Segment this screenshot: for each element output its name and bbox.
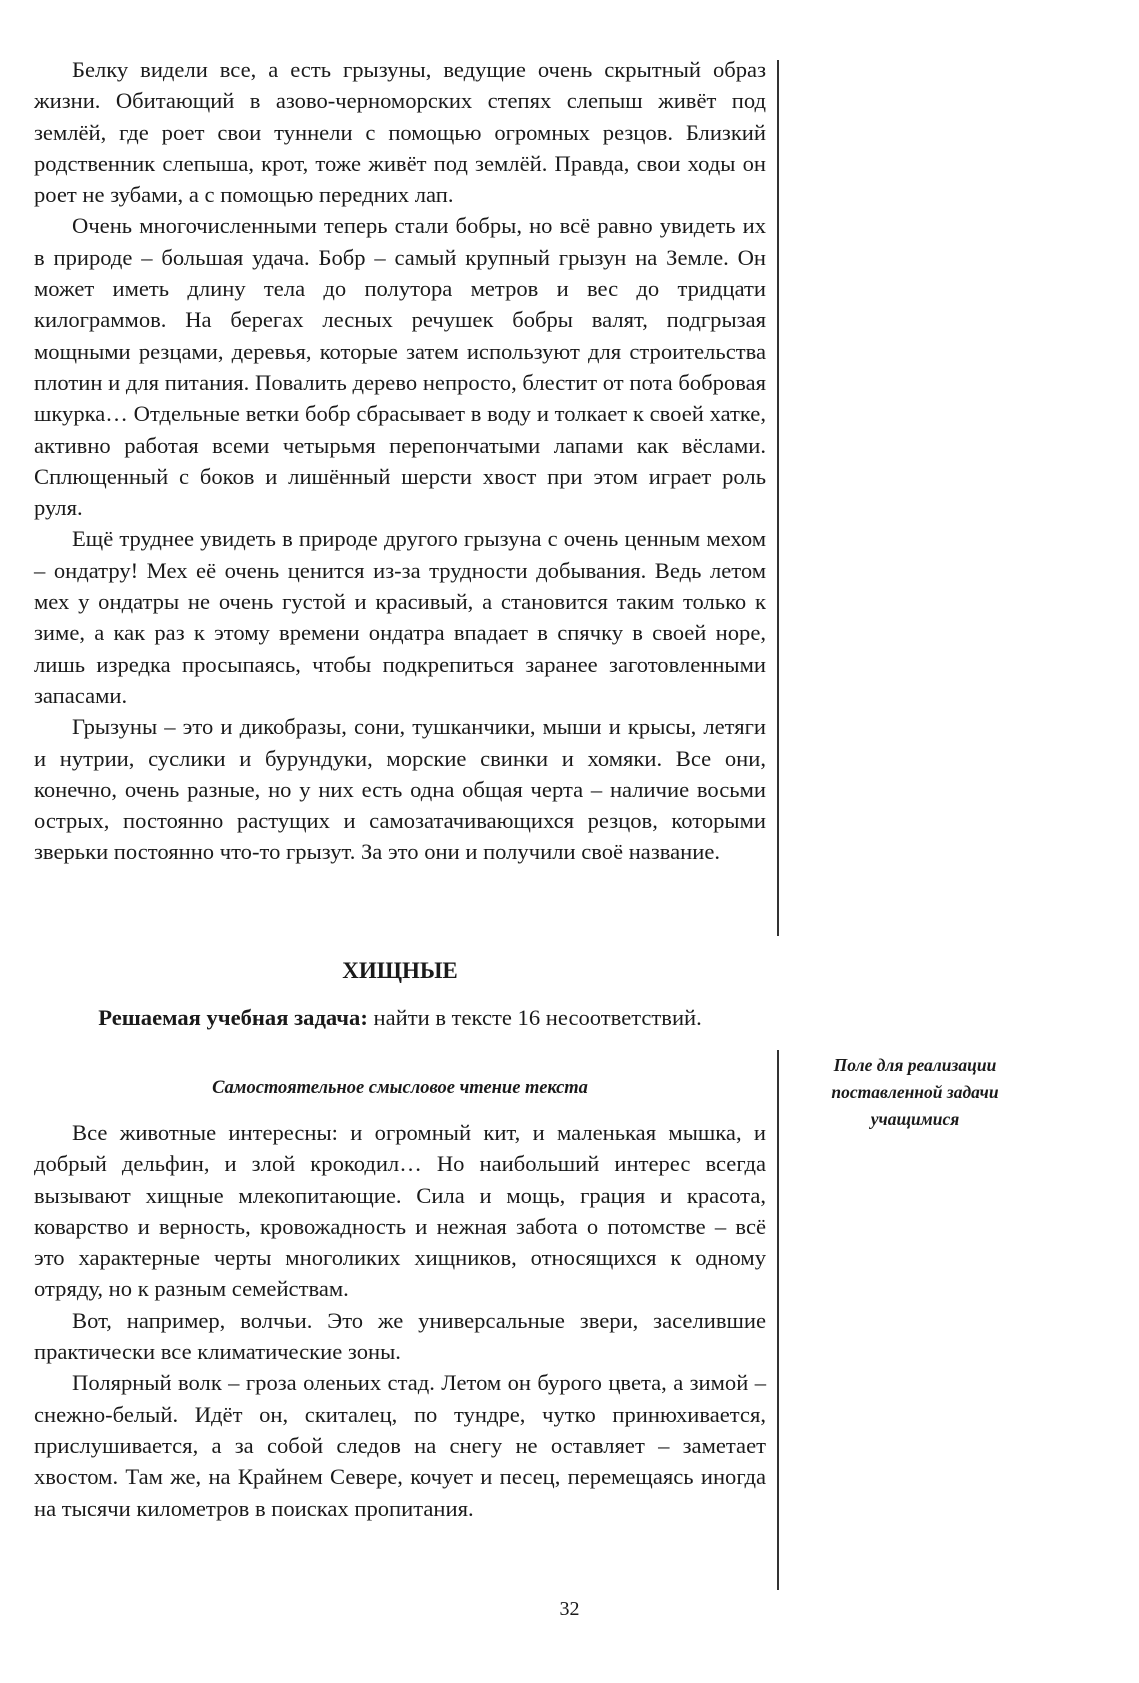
margin-note (800, 1052, 1030, 1133)
margin-divider-line (777, 60, 779, 936)
paragraph: Вот, например, волчьи. Это же универсальные звери, заселившие практически все климатические зоны. (34, 1307, 766, 1365)
paragraph: Полярный волк – гроза оленьих стад. Летом он бурого цвета, а зимой – снежно-белый. Идёт он, скиталец, по тундре, чутко принюхивается, прислушивается, а за собой следов на снегу не оставляет – заметает хвостом. Там же, на Крайнем Севере, кочует и песец, перемещаясь иногда на тысячи километров в поисках пропитания. (34, 1370, 766, 1521)
rodents-text-block (34, 54, 766, 868)
paragraph: Все животные интересны: и огромный кит, и маленькая мышка, и добрый дельфин, и злой крокодил… Но наибольший интерес всегда вызывают хищные млекопитающие. Сила и мощь, грация и красота, коварство и верность, кровожадность и нежная забота о потомстве – всё это характерные черты многоликих хищников, относящихся к одному отряду, но к разным семействам. (34, 1120, 766, 1302)
paragraph: Грызуны – это и дикобразы, сони, тушканчики, мыши и крысы, летяги и нутрии, суслики и бурундуки, морские свинки и хомяки. Все они, конечно, очень разные, но у них есть одна общая черта – наличие восьми острых, постоянно растущих и самозатачивающихся резцов, которыми зверьки постоянно что-то грызут. За это они и получили своё название. (34, 714, 766, 865)
task-text: найти в тексте 16 несоответствий. (367, 1005, 702, 1030)
margin-note-line: поставленной задачи (831, 1082, 999, 1102)
paragraph: Очень многочисленными теперь стали бобры, но всё равно увидеть их в природе – большая удача. Бобр – самый крупный грызун на Земле. Он может иметь длину тела до полутора метров и вес до тридцати килограммов. На берегах лесных речушек бобры валят, подгрызая мощными резцами, деревья, которые затем используют для строительства плотин и для питания. Повалить дерево непросто, блестит от пота бобровая шкурка… Отдельные ветки бобр сбрасывает в воду и толкает к своей хатке, активно работая всеми четырьмя перепончатыми лапами как вёслами. Сплющенный с боков и лишённый шерсти хвост при этом играет роль руля. (34, 213, 766, 521)
page-number: 32 (559, 1598, 580, 1620)
learning-task (34, 1005, 766, 1031)
reading-subheading: Самостоятельное смысловое чтение текста (212, 1078, 588, 1098)
task-label: Решаемая учебная задача: (98, 1005, 368, 1030)
margin-divider-line (777, 1050, 779, 1590)
paragraph: Белку видели все, а есть грызуны, ведущие очень скрытный образ жизни. Обитающий в азово-черноморских степях слепыш живёт под землёй, где роет свои туннели с помощью огромных резцов. Близкий родственник слепыша, крот, тоже живёт под землёй. Правда, свои ходы он роет не зубами, а с помощью передних лап. (34, 57, 766, 208)
predators-text-block (34, 1117, 766, 1524)
margin-note-line: учащимися (870, 1109, 960, 1129)
paragraph: Ещё труднее увидеть в природе другого грызуна с очень ценным мехом – ондатру! Мех её очень ценится из-за трудности добывания. Ведь летом мех у ондатры не очень густой и красивый, а становится таким только к зиме, а как раз к этому времени ондатра впадает в спячку в своей норе, лишь изредка просыпаясь, чтобы подкрепиться заранее заготовленными запасами. (34, 526, 766, 708)
section-title: ХИЩНЫЕ (342, 958, 458, 983)
margin-note-line: Поле для реализации (833, 1055, 997, 1075)
